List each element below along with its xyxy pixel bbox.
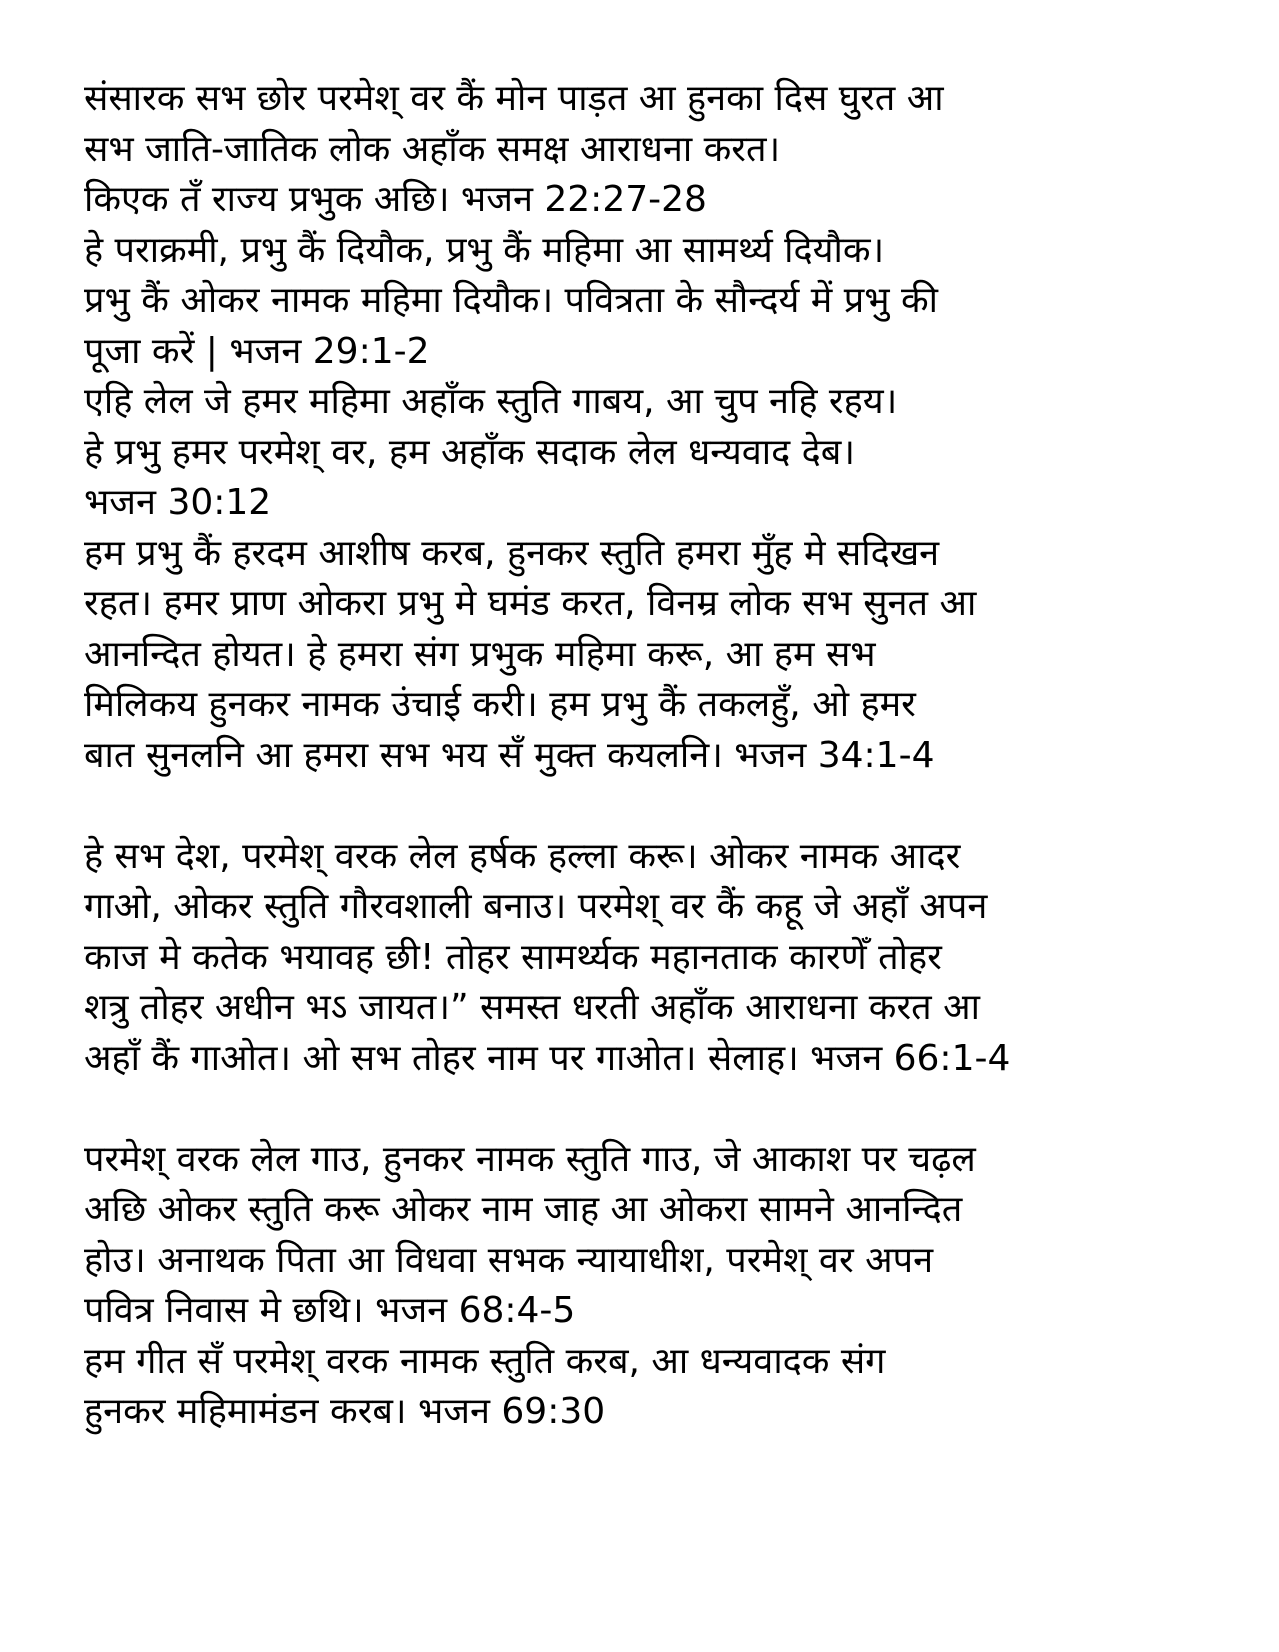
paragraph-1	[84, 74, 1204, 781]
text-line: काज मे कतेक भयावह छी! तोहर सामर्थ्यक महानताक कारणेँ तोहर	[84, 936, 942, 978]
text-line: होउ। अनाथक पिता आ विधवा सभक न्यायाधीश, परमेश् वर अपन	[84, 1239, 934, 1281]
text-line: हे प्रभु हमर परमेश् वर, हम अहाँक सदाक लेल धन्यवाद देब।	[84, 431, 855, 473]
text-line: हम गीत सँ परमेश् वरक नामक स्तुति करब, आ धन्यवादक संग	[84, 1340, 886, 1382]
text-line: अछि ओकर स्तुति करू ओकर नाम जाह आ ओकरा सामने आनन्दित	[84, 1189, 963, 1230]
text-line: आनन्दित होयत। हे हमरा संग प्रभुक महिमा करू, आ हम सभ	[84, 633, 876, 675]
text-line: संसारक सभ छोर परमेश् वर कैं मोन पाड़त आ हुनका दिस घुरत आ	[84, 78, 944, 119]
text-line: रहत। हमर प्राण ओकरा प्रभु मे घमंड करत, विनम्र लोक सभ सुनत आ	[84, 583, 977, 624]
document-page	[84, 74, 1204, 1438]
paragraph-2	[84, 832, 1204, 1085]
text-line: हे सभ देश, परमेश् वरक लेल हर्षक हल्ला करू। ओकर नामक आदर	[84, 835, 961, 877]
text-line: भजन 30:12	[84, 482, 272, 523]
paragraph-gap	[84, 781, 1204, 832]
text-line: हम प्रभु कैं हरदम आशीष करब, हुनकर स्तुति हमरा मुँह मे सदिखन	[84, 532, 940, 574]
text-line: मिलिकय हुनकर नामक उंचाई करी। हम प्रभु कैं तकलहुँ, ओ हमर	[84, 684, 916, 725]
text-line: किएक तँ राज्य प्रभुक अछि। भजन 22:27-28	[84, 179, 707, 220]
text-line: पवित्र निवास मे छथि। भजन 68:4-5	[84, 1290, 576, 1331]
text-line: परमेश् वरक लेल गाउ, हुनकर नामक स्तुति गाउ, जे आकाश पर चढ़ल	[84, 1138, 976, 1180]
text-line: हे पराक्रमी, प्रभु कैं दियौक, प्रभु कैं महिमा आ सामर्थ्य दियौक।	[84, 229, 885, 271]
text-line: सभ जाति-जातिक लोक अहाँक समक्ष आराधना करत।	[84, 128, 781, 170]
text-line: गाओ, ओकर स्तुति गौरवशाली बनाउ। परमेश् वर कैं कहू जे अहाँ अपन	[84, 886, 988, 927]
text-line: बात सुनलनि आ हमरा सभ भय सँ मुक्त कयलनि। भजन 34:1-4	[84, 734, 935, 776]
text-line: शत्रु तोहर अधीन भऽ जायत।” समस्त धरती अहाँक आराधना करत आ	[84, 987, 980, 1028]
text-line: एहि लेल जे हमर महिमा अहाँक स्तुति गाबय, आ चुप नहि रहय।	[84, 381, 898, 422]
text-line: प्रभु कैं ओकर नामक महिमा दियौक। पवित्रता के सौन्दर्य में प्रभु की	[84, 280, 938, 321]
paragraph-3	[84, 1135, 1204, 1438]
paragraph-gap	[84, 1084, 1204, 1135]
text-line: अहाँ कैं गाओत। ओ सभ तोहर नाम पर गाओत। सेलाह। भजन 66:1-4	[84, 1037, 1011, 1079]
text-line: हुनकर महिमामंडन करब। भजन 69:30	[84, 1391, 606, 1432]
text-line: पूजा करें | भजन 29:1-2	[84, 330, 430, 372]
